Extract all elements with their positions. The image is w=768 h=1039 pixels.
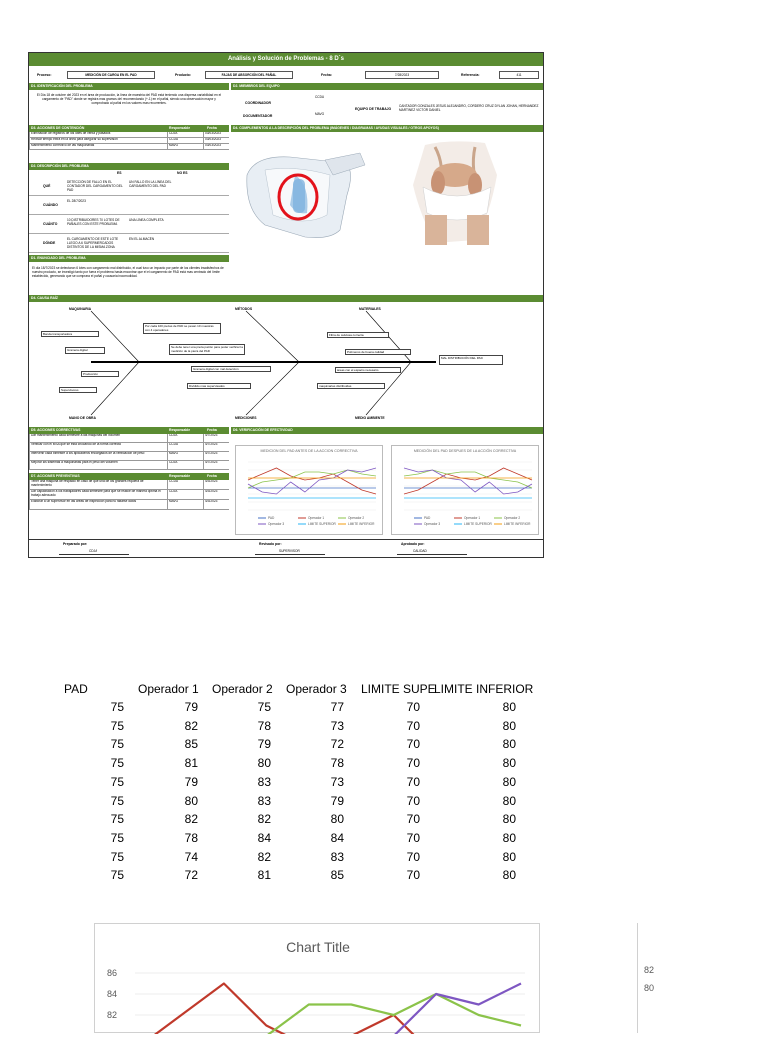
d3-cell-a[interactable]: Mantenimiento correctivo de las maquinarias bbox=[29, 144, 165, 150]
equipo-label: EQUIPO DE TRABAJO bbox=[355, 107, 392, 111]
d6-cell-a[interactable]: Dar mantenimiento cada semestre a las maquinas del volumen bbox=[29, 434, 165, 443]
table-cell: 75 bbox=[110, 830, 124, 845]
cause-areas: áreas con el espacio necesario bbox=[335, 367, 401, 373]
d2b-cell-no bbox=[129, 199, 189, 213]
d3-col-fecha: Fecha bbox=[207, 126, 217, 130]
d3-cell-r[interactable]: MAVG bbox=[167, 144, 201, 150]
rev-label: Revisado por: bbox=[259, 542, 282, 546]
d7-row bbox=[29, 480, 229, 490]
cause-gramera: Gramera digital bbox=[65, 347, 105, 354]
prep-value: CDJA bbox=[89, 549, 98, 553]
prep-label: Preparado por: bbox=[63, 542, 88, 546]
table-cell: 78 bbox=[184, 830, 198, 845]
apr-value: CALIDAD bbox=[413, 549, 427, 553]
d3-cell-a[interactable]: Revisar tiempo extra en la línea para asegurar su supervisión bbox=[29, 138, 165, 144]
table-cell: 82 bbox=[257, 849, 271, 864]
table-cell: 75 bbox=[110, 849, 124, 864]
d6-header-title: D5. ACCIONES CORRECTIVAS bbox=[31, 428, 81, 432]
d3-cell-f[interactable]: 03/03/2023 bbox=[203, 132, 229, 138]
d7-row bbox=[29, 500, 229, 510]
d3-col-resp: Responsable bbox=[169, 126, 191, 130]
d6-cell-r[interactable]: CDJA bbox=[167, 461, 201, 470]
d2b-row-key: CUÁNDO bbox=[43, 203, 58, 207]
table-cell: 70 bbox=[406, 774, 420, 789]
proceso-field[interactable]: MEDICIÓN DE CARGA EN EL PAD bbox=[67, 71, 155, 79]
table-cell: 81 bbox=[257, 868, 271, 883]
d7-col-fecha: Fecha bbox=[207, 474, 217, 478]
table-cell: 80 bbox=[502, 830, 516, 845]
producto-label: Producto: bbox=[175, 73, 192, 77]
table-cell: 80 bbox=[502, 812, 516, 827]
d6-row bbox=[29, 452, 229, 461]
d2b-table bbox=[29, 177, 229, 255]
apr-line bbox=[397, 554, 467, 555]
rev-value: SUPERVISOR bbox=[279, 549, 300, 553]
d8-header: D6. VERIFICACIÓN DE EFECTIVIDAD bbox=[231, 427, 543, 434]
d6-row bbox=[29, 443, 229, 452]
d7-cell-f[interactable]: 4/3/2023 bbox=[203, 490, 229, 500]
mini-legend-label: LIMITE SUPERIOR bbox=[308, 522, 336, 527]
mini-legend-label: Operador 1 bbox=[308, 516, 325, 521]
d1-text: El Día 18 de octubre del 2023 en el área de producción, la línea de maestría del PAD está teniendo una dispersa variabilidad en el cargamento de "PAD" donde se registra mas gramos del recomendando (+-1) en el pañal, siendo una observación mayor y comprobado al pañal en los valores mas recurrentes. bbox=[36, 93, 222, 105]
sheet-footer bbox=[29, 539, 543, 558]
d4-header: D4. COMPLEMENTOS A LA DESCRIPCIÓN DEL PROBLEMA (IMÁGENES / DIAGRAMAS / AYUDAS VISUALES / OTROS APOYOS) bbox=[231, 125, 543, 132]
table-cell: 80 bbox=[257, 756, 271, 771]
noes-column: NO ES bbox=[177, 171, 188, 175]
cause-produccion: Producción bbox=[81, 371, 119, 377]
d3-cell-f[interactable]: 03/03/2023 bbox=[203, 144, 229, 150]
fecha-field[interactable]: 7/28/2023 bbox=[365, 71, 439, 79]
chart-before-plot bbox=[236, 446, 384, 536]
d6-cell-a[interactable]: Intervenir cada bimestre a los aplicaderos encargados de la verificación de peso bbox=[29, 452, 165, 461]
d7-cell-a[interactable]: Tener una máquina de respaldo en caso de que una de los grandes requiera de mantenimiento bbox=[29, 480, 165, 490]
cause-dividido: Dividido mas supervisados bbox=[187, 383, 251, 389]
chart-after bbox=[391, 445, 539, 535]
eight-d-sheet bbox=[28, 52, 544, 558]
table-cell: 83 bbox=[257, 793, 271, 808]
d3-cell-a[interactable]: Eliminación de registros de los lotes de venta y pasados bbox=[29, 132, 165, 138]
mini-legend-label: Operador 3 bbox=[424, 522, 441, 527]
table-cell: 75 bbox=[110, 868, 124, 883]
y-tick-label: 86 bbox=[106, 968, 117, 978]
table-cell: 79 bbox=[330, 793, 344, 808]
d7-col-resp: Responsable bbox=[169, 474, 191, 478]
table-cell: 85 bbox=[184, 737, 198, 752]
cause-banda: Banda transportadora bbox=[41, 331, 99, 337]
table-cell: 70 bbox=[406, 718, 420, 733]
apr-label: Aprobado por: bbox=[401, 542, 425, 546]
chart-before-title: MEDICION DEL PAD ANTES DE LA ACCION CORRECTIVA bbox=[260, 449, 358, 453]
d2b-header: D2. DESCRIPCIÓN DEL PROBLEMA bbox=[29, 163, 229, 170]
d2b-row-key: DÓNDE bbox=[43, 241, 56, 245]
table-cell: 70 bbox=[406, 830, 420, 845]
d2b-cell-no: EN EL ALMACÉN bbox=[129, 237, 155, 241]
d7-cell-a[interactable]: Elaborar a un supervisor en las áreas de inspección para hu faltarse datos bbox=[29, 500, 165, 510]
col-header-limite-supe: LIMITE SUPE bbox=[361, 682, 436, 696]
cause-supervisores: Supervisores bbox=[59, 387, 97, 393]
documentador-label: DOCUMENTADOR bbox=[243, 114, 273, 118]
table-cell: 73 bbox=[330, 718, 344, 733]
table-cell: 84 bbox=[257, 830, 271, 845]
cat-maquinaria: MAQUINARIA bbox=[69, 307, 92, 311]
table-cell: 80 bbox=[502, 700, 516, 714]
cause-gramera-mal: Gramera digital con mal detección bbox=[191, 366, 271, 372]
col-header-pad: PAD bbox=[64, 682, 88, 696]
prep-line bbox=[59, 554, 129, 555]
chart2-y-tick-label: 82 bbox=[644, 965, 655, 975]
d2b-row-divider bbox=[29, 252, 229, 253]
d2b-row-divider bbox=[29, 233, 229, 234]
d6-table bbox=[29, 434, 229, 474]
coordinador-label: COORDINADOR bbox=[245, 101, 271, 105]
table-cell: 85 bbox=[330, 868, 344, 883]
table-cell: 73 bbox=[330, 774, 344, 789]
mini-legend-label: LIMITE INFERIOR bbox=[504, 522, 531, 527]
d6-row bbox=[29, 434, 229, 443]
table-cell: 72 bbox=[330, 737, 344, 752]
second-chart-plot bbox=[638, 923, 768, 1033]
chart-after-title: MEDICIÓN DEL PAD DESPUES DE LA ACCIÓN CORRECTIVA bbox=[413, 449, 517, 453]
d3-row bbox=[29, 144, 229, 150]
d7-cell-r[interactable]: CDJA bbox=[167, 490, 201, 500]
d2b-cell-es: EL CARGAMENTO DE ESTE LOTE LLEGO A 6 SUPERMERCADOS DISTINTOS DE LA MISMA ZONA bbox=[67, 237, 119, 249]
coordinador-value: CCDU bbox=[315, 95, 325, 99]
table-cell: 78 bbox=[330, 756, 344, 771]
table-cell: 75 bbox=[110, 774, 124, 789]
fecha-label: Fecha: bbox=[321, 73, 332, 77]
d7-cell-r[interactable]: MAVG bbox=[167, 500, 201, 510]
table-cell: 70 bbox=[406, 812, 420, 827]
table-cell: 70 bbox=[406, 700, 420, 714]
table-cell: 70 bbox=[406, 756, 420, 771]
table-cell: 83 bbox=[257, 774, 271, 789]
line-chart bbox=[94, 923, 540, 1033]
d2b-cell-no: UNA LÍNEA COMPLETA bbox=[129, 218, 164, 222]
mini-legend-label: Operador 2 bbox=[348, 516, 365, 521]
mini-legend-label: LIMITE INFERIOR bbox=[348, 522, 375, 527]
d6-cell-r[interactable]: CCDU bbox=[167, 443, 201, 452]
d3-cell-r[interactable]: CDJA bbox=[167, 132, 201, 138]
d3-header-title: D3. ACCIONES DE CONTENCIÓN bbox=[31, 126, 85, 130]
d2b-row-key: CUÁNTO bbox=[43, 222, 58, 226]
table-cell: 75 bbox=[110, 793, 124, 808]
cause-muestras: Por cada 100 piezas de PAD se pesan 10 muestras con 4 operadores bbox=[143, 323, 221, 334]
table-cell: 80 bbox=[330, 812, 344, 827]
table-cell: 75 bbox=[110, 756, 124, 771]
d2-header: D2. MIEMBROS DEL EQUIPO bbox=[231, 83, 543, 90]
sheet-title: Análisis y Solución de Problemas - 8 D´s bbox=[29, 53, 543, 66]
d1b-header: D1. ENUNCIADO DEL PROBLEMA bbox=[29, 255, 229, 262]
d7-cell-a[interactable]: Dar capacitación a los trabajadores cada semestre para que se realice de manera óptima el trabajo adecuado bbox=[29, 490, 165, 500]
table-cell: 82 bbox=[184, 718, 198, 733]
diaper-illustration bbox=[235, 135, 541, 253]
d7-header-title: D7. ACCIONES PREVENTIVAS bbox=[31, 474, 80, 478]
es-column: ES bbox=[117, 171, 122, 175]
table-cell: 74 bbox=[184, 849, 198, 864]
table-cell: 75 bbox=[110, 812, 124, 827]
table-cell: 79 bbox=[184, 774, 198, 789]
y-tick-label: 84 bbox=[106, 989, 117, 999]
producto-field[interactable]: FAJAS DE ABSORCIÓN DEL PAÑAL bbox=[205, 71, 293, 79]
referencia-field[interactable]: 411 bbox=[499, 71, 539, 79]
d7-cell-f[interactable]: 4/3/2023 bbox=[203, 480, 229, 490]
d7-header bbox=[29, 473, 229, 480]
cat-mano-de-obra: MANO DE OBRA bbox=[69, 416, 96, 420]
d6-col-fecha: Fecha bbox=[207, 428, 217, 432]
d6-cell-a[interactable]: Mejorar los sistemas a maquinarias para el peso del volumen bbox=[29, 461, 165, 470]
d2b-cell-es: EL 28/7/2023 bbox=[67, 199, 86, 203]
table-cell: 83 bbox=[330, 849, 344, 864]
d2b-cell-no: UN FALLO EN LA LÍNEA DEL CARGAMENTO DEL PAD bbox=[129, 180, 172, 188]
d7-cell-r[interactable]: CCDU bbox=[167, 480, 201, 490]
d6-cell-f[interactable]: 4/7/2023 bbox=[203, 461, 229, 470]
d5-header: D4. CAUSA RAÍZ bbox=[29, 295, 543, 302]
d7-table bbox=[29, 480, 229, 530]
equipo-value: CANTADOR GONZALES JESUS ALEJANDRO, CORDERO CRUZ DYLAN JOHAN, HERNANDEZ MARTINEZ VICTOR DANIEL bbox=[399, 104, 539, 112]
cause-maquinarias: maquinarias distribuidas bbox=[317, 383, 385, 389]
mini-legend-label: PAD bbox=[424, 516, 431, 521]
cat-medio-ambiente: MEDIO AMBIENTE bbox=[355, 416, 385, 420]
mini-legend-label: PAD bbox=[268, 516, 275, 521]
table-cell: 70 bbox=[406, 737, 420, 752]
table-cell: 80 bbox=[502, 774, 516, 789]
d2b-row-divider bbox=[29, 214, 229, 215]
table-cell: 70 bbox=[406, 849, 420, 864]
documentador-value: MAVG bbox=[315, 112, 325, 116]
d7-row bbox=[29, 490, 229, 500]
table-cell: 79 bbox=[184, 700, 198, 714]
table-cell: 80 bbox=[184, 793, 198, 808]
cause-polimeros: Polímeros de buena calidad bbox=[345, 349, 411, 355]
line-chart-plot bbox=[95, 924, 541, 1034]
table-cell: 80 bbox=[502, 718, 516, 733]
d7-cell-f[interactable]: 4/3/2023 bbox=[203, 500, 229, 510]
table-cell: 75 bbox=[257, 700, 271, 714]
d3-cell-r[interactable]: CCDU bbox=[167, 138, 201, 144]
mini-legend-label: Operador 3 bbox=[268, 522, 285, 527]
table-cell: 77 bbox=[330, 700, 344, 714]
table-cell: 70 bbox=[406, 868, 420, 883]
table-cell: 82 bbox=[184, 812, 198, 827]
d2b-cell-es: 10 DISTRIBUIDORES 70 LOTES DE PAÑALES CON ESTE PROBLEMA bbox=[67, 218, 120, 226]
d6-header bbox=[29, 427, 229, 434]
d3-table bbox=[29, 132, 229, 162]
table-cell: 80 bbox=[502, 849, 516, 864]
d2b-row-key: QUÉ bbox=[43, 184, 51, 188]
chart-title: Chart Title bbox=[286, 939, 350, 955]
d1b-text: El día 18/7/2023 se detectaron 6 lotes con cargamento mal distribuido, el cual tuvo un impacto por parte de los clientes insatisfechos de nuestro producto, se investigó tanto por fuera el problema hasta encontrar que el el cargamento de PAD está mas centrado del límite establecido, generando que se comprara el pañal y causaría incomodidad. bbox=[32, 266, 224, 278]
effect-box: MAL DISTRIBUCIÓN DEL PAD bbox=[439, 355, 503, 365]
table-cell: 70 bbox=[406, 793, 420, 808]
d4-images bbox=[235, 135, 541, 253]
chart-before bbox=[235, 445, 383, 535]
d6-cell-r[interactable]: MAVG bbox=[167, 452, 201, 461]
d2b-cell-es: DETECCIÓN DE FALLO EN EL CONTADOR DEL CARGAMENTO DEL PAD bbox=[67, 180, 123, 192]
col-header-limite-inferior: LIMITE INFERIOR bbox=[434, 682, 534, 696]
cat-metodos: MÉTODOS bbox=[235, 307, 253, 311]
d2b-row-divider bbox=[29, 195, 229, 196]
d6-col-resp: Responsable bbox=[169, 428, 191, 432]
fishbone-diagram bbox=[31, 303, 541, 425]
cat-materiales: MATERIALES bbox=[359, 307, 381, 311]
table-cell: 80 bbox=[502, 868, 516, 883]
table-cell: 75 bbox=[110, 737, 124, 752]
d6-cell-a[interactable]: Verificar con el MSA que se está chocando de la forma correcta bbox=[29, 443, 165, 452]
mini-legend-label: Operador 2 bbox=[504, 516, 521, 521]
table-cell: 84 bbox=[330, 830, 344, 845]
d3-header bbox=[29, 125, 229, 132]
referencia-label: Referencia: bbox=[461, 73, 480, 77]
mini-legend-label: LIMITE SUPERIOR bbox=[464, 522, 492, 527]
table-cell: 81 bbox=[184, 756, 198, 771]
second-chart-partial bbox=[637, 923, 768, 1033]
rev-line bbox=[255, 554, 325, 555]
d3-cell-f[interactable]: 03/03/2023 bbox=[203, 138, 229, 144]
chart2-y-tick-label: 80 bbox=[644, 983, 655, 993]
table-cell: 80 bbox=[502, 737, 516, 752]
mini-legend-label: Operador 1 bbox=[464, 516, 481, 521]
d1-header: D1. IDENTIFICACIÓN DEL PROBLEMA bbox=[29, 83, 229, 90]
cause-pieza-patron: Se debe tener una pieza patrón para poder verificar la medición de la pieza del PAD bbox=[169, 344, 245, 355]
chart-after-plot bbox=[392, 446, 540, 536]
cat-mediciones: MEDICIONES bbox=[235, 416, 257, 420]
table-cell: 72 bbox=[184, 868, 198, 883]
table-cell: 80 bbox=[502, 793, 516, 808]
d6-cell-r[interactable]: CDJA bbox=[167, 434, 201, 443]
d6-cell-f[interactable]: 4/7/2023 bbox=[203, 452, 229, 461]
table-cell: 82 bbox=[257, 812, 271, 827]
d6-cell-f[interactable]: 4/7/2023 bbox=[203, 434, 229, 443]
table-cell: 75 bbox=[110, 718, 124, 733]
d6-row bbox=[29, 461, 229, 470]
y-tick-label: 82 bbox=[106, 1010, 117, 1020]
table-cell: 80 bbox=[502, 756, 516, 771]
table-cell: 75 bbox=[110, 700, 124, 714]
d6-cell-f[interactable]: 4/7/2023 bbox=[203, 443, 229, 452]
table-cell: 78 bbox=[257, 718, 271, 733]
col-header-operador1: Operador 1 bbox=[138, 682, 199, 696]
cause-fibra: Fibra de celulosa correcta bbox=[327, 332, 389, 338]
col-header-operador3: Operador 3 bbox=[286, 682, 347, 696]
table-cell: 79 bbox=[257, 737, 271, 752]
col-header-operador2: Operador 2 bbox=[212, 682, 273, 696]
proceso-label: Proceso: bbox=[37, 73, 52, 77]
